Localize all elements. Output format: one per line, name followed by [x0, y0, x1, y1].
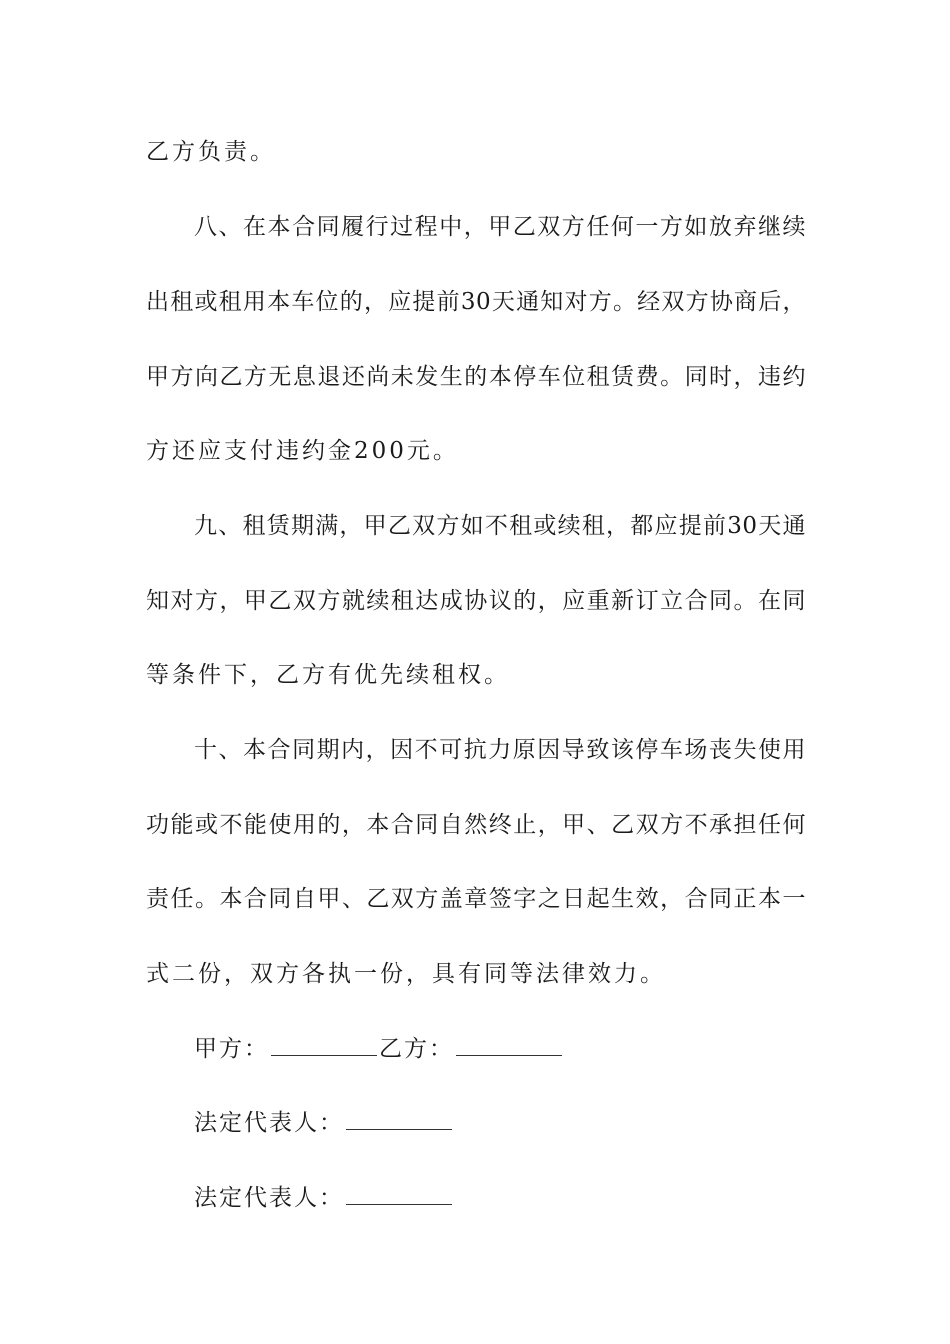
clause-8-line-4: 方还应支付违约金200元。 [146, 438, 459, 464]
legal-rep-blank-2[interactable] [346, 1182, 452, 1205]
clause-10-line-4: 式二份，双方各执一份，具有同等法律效力。 [146, 961, 666, 987]
party-a-blank[interactable] [271, 1033, 377, 1056]
party-b-label: 乙方： [379, 1036, 454, 1062]
legal-rep-blank-1[interactable] [346, 1107, 452, 1130]
legal-rep-row-1 [194, 1103, 454, 1143]
clause-8-line-3: 甲方向乙方无息退还尚未发生的本停车位租赁费。同时，违约 [146, 364, 806, 390]
party-b-blank[interactable] [456, 1033, 562, 1056]
legal-rep-label-1: 法定代表人： [194, 1110, 344, 1136]
clause-10-line-3: 责任。本合同自甲、乙双方盖章签字之日起生效，合同正本一 [146, 886, 806, 912]
legal-rep-label-2: 法定代表人： [194, 1185, 344, 1211]
paragraph-continuation: 乙方负责。 [146, 139, 276, 165]
clause-8-line-1: 八、在本合同履行过程中，甲乙双方任何一方如放弃继续 [194, 214, 806, 240]
clause-8-line-2: 出租或租用本车位的，应提前30天通知对方。经双方协商后， [146, 289, 806, 315]
party-a-label: 甲方： [194, 1036, 269, 1062]
clause-10-line-2: 功能或不能使用的，本合同自然终止，甲、乙双方不承担任何 [146, 812, 806, 838]
clause-9-line-3: 等条件下，乙方有优先续租权。 [146, 662, 510, 688]
signature-parties-row [194, 1029, 564, 1069]
clause-9-line-2: 知对方，甲乙双方就续租达成协议的，应重新订立合同。在同 [146, 588, 806, 614]
clause-10-line-1: 十、本合同期内，因不可抗力原因导致该停车场丧失使用 [194, 737, 806, 763]
legal-rep-row-2 [194, 1178, 454, 1218]
clause-9-line-1: 九、租赁期满，甲乙双方如不租或续租，都应提前30天通 [194, 513, 806, 539]
